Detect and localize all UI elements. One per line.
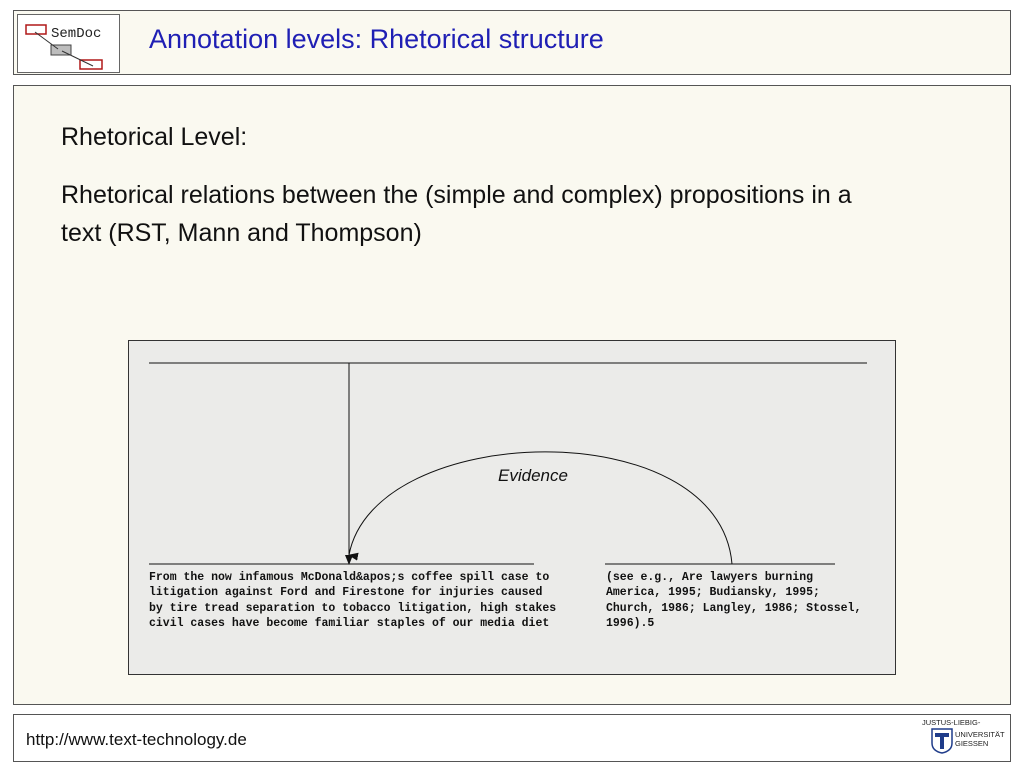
footer-url[interactable]: http://www.text-technology.de [26, 730, 247, 749]
content-panel [13, 85, 1011, 705]
relation-label: Evidence [498, 466, 568, 485]
nucleus-segment: From the now infamous McDonald&apos;s coffee spill case to litigation against Ford and Firestone for injuries caused by tire tread separation to tobacco litigation, high stakes civil cases have become familiar staples of our media diet [149, 571, 557, 630]
university-name-line1: JUSTUS-LIEBIG- [922, 718, 981, 727]
satellite-segment: (see e.g., Are lawyers burning America, 1995; Budiansky, 1995; Church, 1986; Langley, 1986; Stossel, 1996).5 [606, 571, 862, 630]
slide-footer [13, 714, 1011, 762]
university-crest-icon [931, 728, 953, 754]
semdoc-logo [17, 14, 120, 73]
slide-header [13, 10, 1011, 75]
university-name-line3: GIESSEN [955, 739, 989, 748]
section-body: Rhetorical relations between the (simple and complex) propositions in a text (RST, Mann and Thompson) [61, 181, 852, 247]
section-heading: Rhetorical Level: [61, 123, 248, 151]
logo-text: SemDoc [51, 26, 102, 42]
university-name-line2: UNIVERSITÄT [955, 730, 1005, 739]
slide-title: Annotation levels: Rhetorical structure [149, 24, 604, 54]
rst-diagram [128, 340, 896, 675]
university-logo [919, 718, 1005, 758]
